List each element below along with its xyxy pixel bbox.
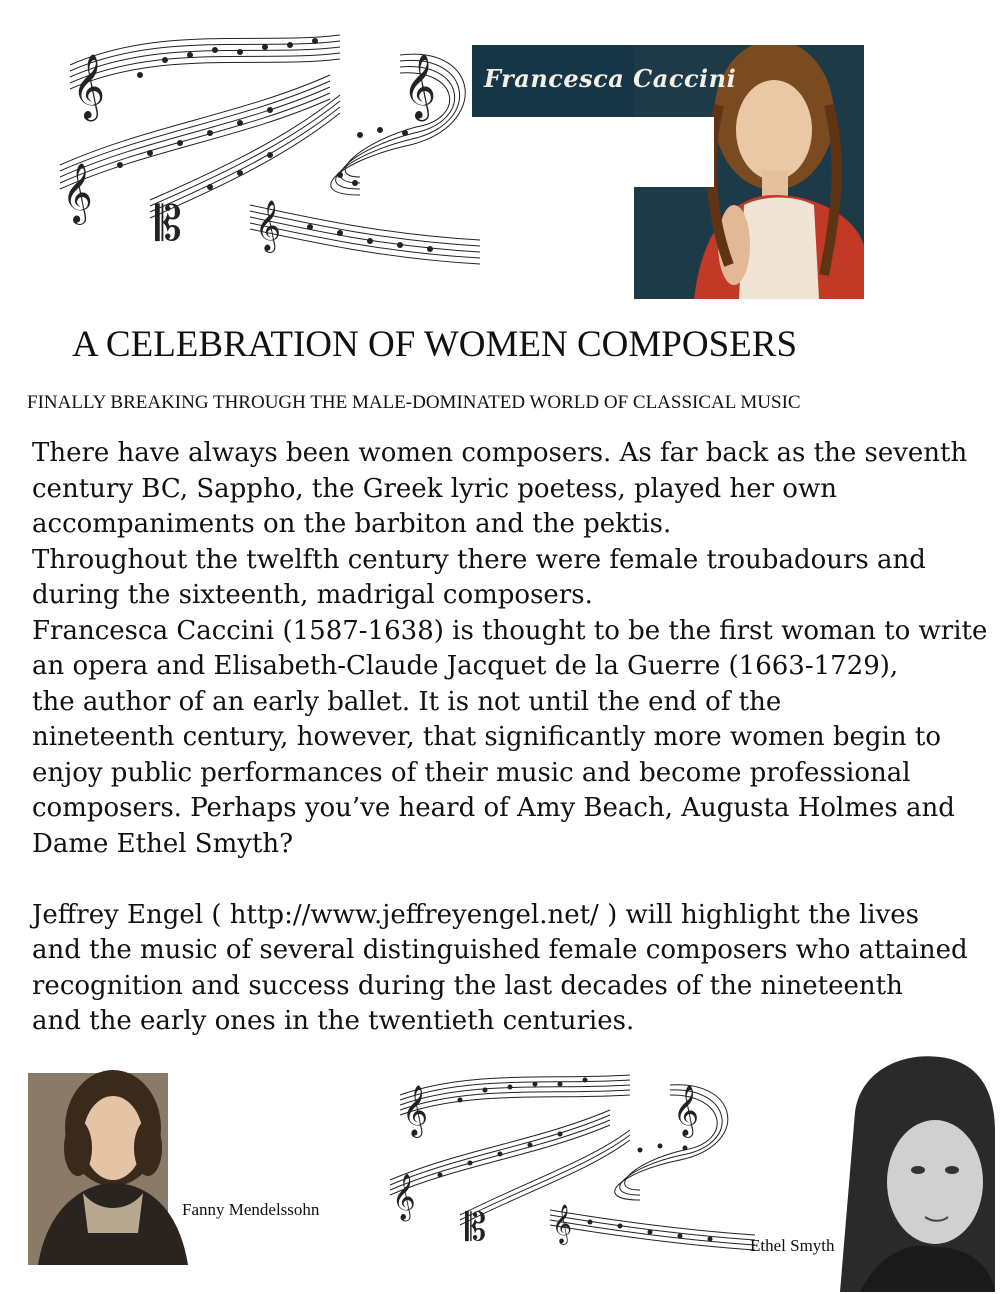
- page-subtitle: FINALLY BREAKING THROUGH THE MALE-DOMINATED WORLD OF CLASSICAL MUSIC: [27, 392, 801, 413]
- ethel-smyth-portrait: [840, 1052, 995, 1292]
- body-line: and the early ones in the twentieth centuries.: [32, 1006, 635, 1036]
- paragraph-gap: [32, 862, 982, 898]
- body-line: Francesca Caccini (1587-1638) is thought to be the first woman to write: [32, 615, 988, 646]
- body-line: during the sixteenth, madrigal composers.: [32, 580, 593, 610]
- svg-text:𝄞: 𝄞: [72, 54, 106, 119]
- body-line: an opera and Elisabeth-Claude Jacquet de la Guerre (1663-1729),: [32, 651, 899, 681]
- music-staff-decoration-top: [10, 5, 490, 295]
- svg-text:𝄞: 𝄞: [402, 1085, 429, 1136]
- body-line: nineteenth century, however, that significantly more women begin to: [32, 722, 941, 752]
- banner-title: Francesca Caccini: [484, 64, 737, 93]
- svg-text:𝄞: 𝄞: [673, 1085, 700, 1136]
- svg-text:𝄞: 𝄞: [62, 163, 93, 223]
- svg-text:𝄡: 𝄡: [155, 196, 182, 252]
- body-line: accompaniments on the barbiton and the pektis.: [32, 509, 672, 539]
- body-line: enjoy public performances of their music and become professional: [32, 757, 911, 788]
- ethel-caption: Ethel Smyth: [750, 1236, 835, 1255]
- body-text: [32, 436, 988, 1040]
- body-line: composers. Perhaps you’ve heard of Amy Beach, Augusta Holmes and: [32, 793, 955, 823]
- fanny-mendelssohn-portrait: [28, 1053, 198, 1265]
- svg-text:𝄞: 𝄞: [255, 200, 282, 251]
- body-line: Throughout the twelfth century there were female troubadours and: [32, 544, 926, 575]
- music-staff-icon: [10, 5, 490, 295]
- svg-text:𝄡: 𝄡: [465, 1205, 487, 1249]
- music-staff-decoration-bottom: [360, 1050, 760, 1290]
- svg-text:𝄞: 𝄞: [403, 54, 437, 119]
- body-line: Jeffrey Engel ( http://www.jeffreyengel.net/ ) will highlight the lives: [32, 899, 920, 930]
- body-line: There have always been women composers. As far back as the seventh: [32, 438, 968, 468]
- body-line: and the music of several distinguished female composers who attained: [32, 935, 968, 965]
- svg-text:𝄞: 𝄞: [392, 1174, 416, 1220]
- body-line: the author of an early ballet. It is not until the end of the: [32, 686, 782, 717]
- music-staff-icon: [360, 1050, 760, 1290]
- body-line: century BC, Sappho, the Greek lyric poetess, played her own: [32, 473, 837, 504]
- svg-text:𝄞: 𝄞: [552, 1204, 573, 1244]
- banner-notch: [634, 117, 714, 187]
- fanny-caption: Fanny Mendelssohn: [182, 1200, 320, 1219]
- page-title: A CELEBRATION OF WOMEN COMPOSERS: [72, 324, 798, 365]
- body-line: Dame Ethel Smyth?: [32, 828, 294, 859]
- body-line: recognition and success during the last decades of the nineteenth: [32, 970, 903, 1001]
